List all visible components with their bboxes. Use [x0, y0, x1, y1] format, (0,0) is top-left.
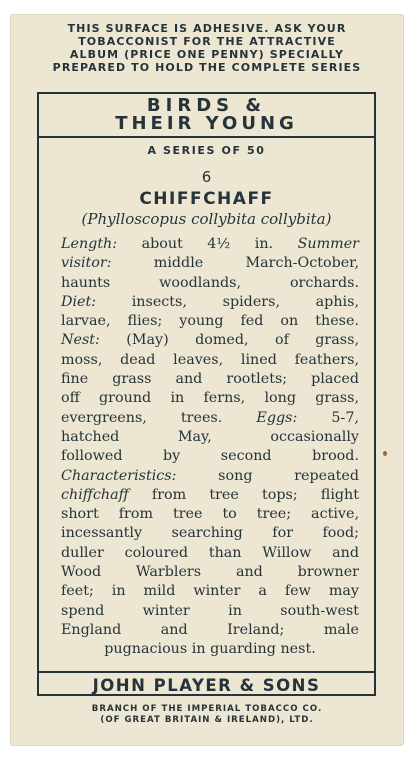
maker-name: JOHN PLAYER & SONS [92, 676, 321, 695]
visitor-text: middle March-October, [111, 255, 359, 272]
description-line: haunts woodlands, orchards. [61, 274, 359, 291]
series-title [39, 94, 374, 138]
description-line: larvae, flies; young fed on these. [61, 313, 359, 330]
description-line: feet; in mild winter a few may [61, 583, 359, 600]
card-frame [37, 92, 376, 696]
description-line [61, 293, 359, 312]
summer-label: Summer [297, 236, 359, 252]
footer-line: (OF GREAT BRITAIN & IRELAND), LTD. [100, 715, 314, 725]
adhesive-notice-line: THIS SURFACE IS ADHESIVE. ASK YOUR [67, 22, 347, 35]
length-text: about 4½ in. [117, 236, 298, 252]
stain-mark [383, 451, 387, 456]
nest-text: (May) domed, of grass, [99, 332, 359, 349]
adhesive-notice-line: ALBUM (PRICE ONE PENNY) SPECIALLY [69, 48, 345, 61]
description-line: pugnacious in guarding nest. [104, 641, 316, 658]
description-line: Wood Warblers and browner [61, 564, 359, 581]
maker-band [39, 671, 374, 698]
eggs-text: 5-7, [297, 409, 359, 426]
description-line [61, 409, 359, 428]
company-footer [22, 704, 392, 726]
description-line [61, 467, 359, 486]
description-line [61, 235, 359, 254]
adhesive-notice-line: PREPARED TO HOLD THE COMPLETE SERIES [52, 61, 362, 74]
latin-name: (Phylloscopus collybita collybita) [81, 210, 332, 228]
description-line: incessantly searching for food; [61, 525, 359, 542]
line10-text: evergreens, trees. [61, 409, 257, 426]
adhesive-notice [22, 22, 392, 74]
visitor-label: visitor: [61, 255, 112, 272]
description-line: England and Ireland; male [61, 621, 359, 638]
description-line: followed by second brood. [61, 448, 359, 465]
description-line: spend winter in south-west [61, 602, 359, 619]
description-line [61, 486, 359, 505]
adhesive-notice-line: TOBACCONIST FOR THE ATTRACTIVE [78, 35, 336, 48]
characteristics-label: Characteristics: [61, 467, 177, 484]
description-line: hatched May, occasionally [61, 428, 359, 445]
series-title-line1: BIRDS & [146, 95, 267, 116]
description-line: short from tree to tree; active, [61, 506, 359, 523]
card-number: 6 [201, 168, 212, 186]
diet-label: Diet: [61, 293, 97, 310]
characteristics-text: song repeated [176, 467, 359, 484]
description-line [61, 254, 359, 273]
description-line: off ground in ferns, long grass, [61, 390, 359, 407]
description-line: fine grass and rootlets; placed [61, 371, 359, 388]
chiffchaff-call: chiffchaff [61, 486, 129, 503]
line14-text: from tree tops; flight [128, 486, 359, 503]
description-line: moss, dead leaves, lined feathers, [61, 351, 359, 368]
series-count: A SERIES OF 50 [147, 144, 266, 157]
description-line: duller coloured than Willow and [61, 544, 359, 561]
bird-name: CHIFFCHAFF [139, 189, 274, 209]
description-line [61, 331, 359, 350]
diet-text: insects, spiders, aphis, [96, 293, 359, 310]
footer-line: BRANCH OF THE IMPERIAL TOBACCO CO. [91, 704, 323, 714]
series-title-line2: THEIR YOUNG [115, 113, 298, 134]
nest-label: Nest: [61, 332, 100, 349]
length-label: Length: [61, 236, 118, 252]
eggs-label: Eggs: [256, 409, 298, 426]
description [61, 235, 359, 660]
